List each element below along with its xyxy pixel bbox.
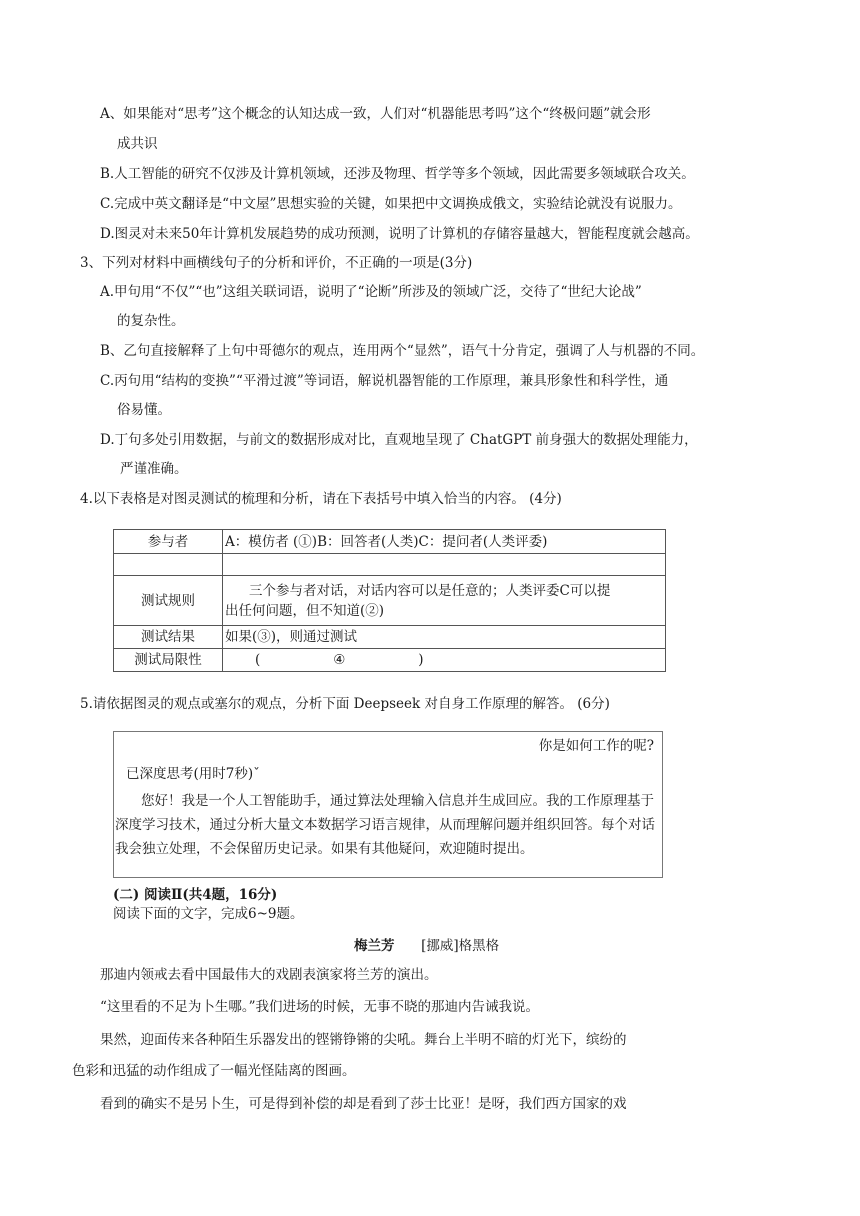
table-row <box>114 554 666 576</box>
turing-test-table <box>113 529 666 672</box>
article-author: [挪威]格黑格 <box>421 938 500 954</box>
q3-option-d-line2: 严谨准确。 <box>120 461 188 477</box>
table-value-limitations: ( ④ ) <box>223 649 666 672</box>
table-value-empty <box>223 554 666 576</box>
article-title: 梅兰芳 <box>354 938 395 954</box>
table-value-participants: A：模仿者 (①)B：回答者(人类)C：提问者(人类评委) <box>223 530 666 554</box>
table-label-empty <box>114 554 223 576</box>
q3-option-d-line1: D.丁句多处引用数据，与前文的数据形成对比，直观地呈现了 ChatGPT 前身强大的数据处理能力， <box>100 432 698 448</box>
chat-thinking-label: 已深度思考(用时7秒)ˇ <box>126 766 260 782</box>
table-label-limitations: 测试局限性 <box>114 649 223 672</box>
article-paragraph-3-line1: 果然，迎面传来各种陌生乐器发出的铿锵铮锵的尖吼。舞台上半明不暗的灯光下，缤纷的 <box>100 1032 627 1048</box>
section2-heading: (二) 阅读Ⅱ(共4题，16分) <box>113 887 278 903</box>
q3-option-c-line1: C.丙句用“结构的变换”“平滑过渡”等词语，解说机器智能的工作原理，兼具形象性和科学性，通 <box>100 373 669 389</box>
table-row <box>114 626 666 649</box>
table-label-participants: 参与者 <box>114 530 223 554</box>
deepseek-chat-box <box>113 731 663 878</box>
table-label-rules: 测试规则 <box>114 576 223 626</box>
table-value-result: 如果(③)，则通过测试 <box>223 626 666 649</box>
q4-stem: 4.以下表格是对图灵测试的梳理和分析，请在下表括号中填入恰当的内容。 (4分) <box>80 491 562 507</box>
q3-option-a-line1: A.甲句用“不仅”“也”这组关联词语，说明了“论断”所涉及的领域广泛，交待了“世纪大论战” <box>100 284 642 300</box>
article-paragraph-1: 那迪内领戒去看中国最伟大的戏剧表演家将兰芳的演出。 <box>100 967 438 983</box>
chat-answer-text: 您好！我是一个人工智能助手，通过算法处理输入信息并生成回应。我的工作原理基于深度学习技术，通过分析大量文本数据学习语言规律，从而理解问题并组织回答。每个对话我会独立处理，不会保留历史记录。如果有其他疑问，欢迎随时提出。 <box>115 793 655 857</box>
q5-stem: 5.请依据图灵的观点或塞尔的观点，分析下面 Deepseek 对自身工作原理的解答。 (6分) <box>80 696 610 712</box>
q3-option-a-line2: 的复杂性。 <box>117 313 185 329</box>
article-paragraph-2: “这里看的不足为卜生哪。”我们进场的时候，无事不晓的那迪内告诫我说。 <box>100 999 540 1015</box>
table-rules-line2: 出任何问题，但不知道(②) <box>225 602 385 619</box>
article-paragraph-4-line1: 看到的确实不是另卜生，可是得到补偿的却是看到了莎士比亚！是呀，我们西方国家的戏 <box>100 1096 627 1112</box>
q2-option-a-line2: 成共识 <box>117 136 158 152</box>
table-value-rules <box>223 576 666 626</box>
table-row <box>114 530 666 554</box>
section2-instruction: 阅读下面的文字，完成6~9题。 <box>113 906 304 922</box>
table-rules-line1: 三个参与者对话，对话内容可以是任意的；人类评委C可以提 <box>249 582 611 599</box>
q2-option-c: C.完成中英文翻译是“中文屋”思想实验的关键，如果把中文调换成俄文，实验结论就没有说服力。 <box>100 196 682 212</box>
q3-stem: 3、下列对材料中画横线句子的分析和评价，不正确的一项是(3分) <box>80 255 473 271</box>
table-row <box>114 649 666 672</box>
article-title-line <box>354 936 499 956</box>
chat-answer <box>115 789 661 861</box>
chat-user-question: 你是如何工作的呢? <box>538 738 654 754</box>
q3-option-b: B、乙句直接解释了上句中哥德尔的观点，连用两个“显然”，语气十分肯定，强调了人与机器的不同。 <box>100 343 705 359</box>
article-paragraph-3-line2: 色彩和迅猛的动作组成了一幅光怪陆离的图画。 <box>72 1063 356 1079</box>
q2-option-d: D.图灵对未来50年计算机发展趋势的成功预测，说明了计算机的存储容量越大，智能程度就会越高。 <box>100 226 699 242</box>
table-label-result: 测试结果 <box>114 626 223 649</box>
q3-option-c-line2: 俗易懂。 <box>117 402 171 418</box>
q2-option-b: B.人工智能的研究不仅涉及计算机领域，还涉及物理、哲学等多个领域，因此需要多领域联合攻关。 <box>100 166 695 182</box>
q2-option-a-line1: A、如果能对“思考”这个概念的认知达成一致，人们对“机器能思考吗”这个“终极问题”就会形 <box>100 106 651 122</box>
table-row <box>114 576 666 626</box>
